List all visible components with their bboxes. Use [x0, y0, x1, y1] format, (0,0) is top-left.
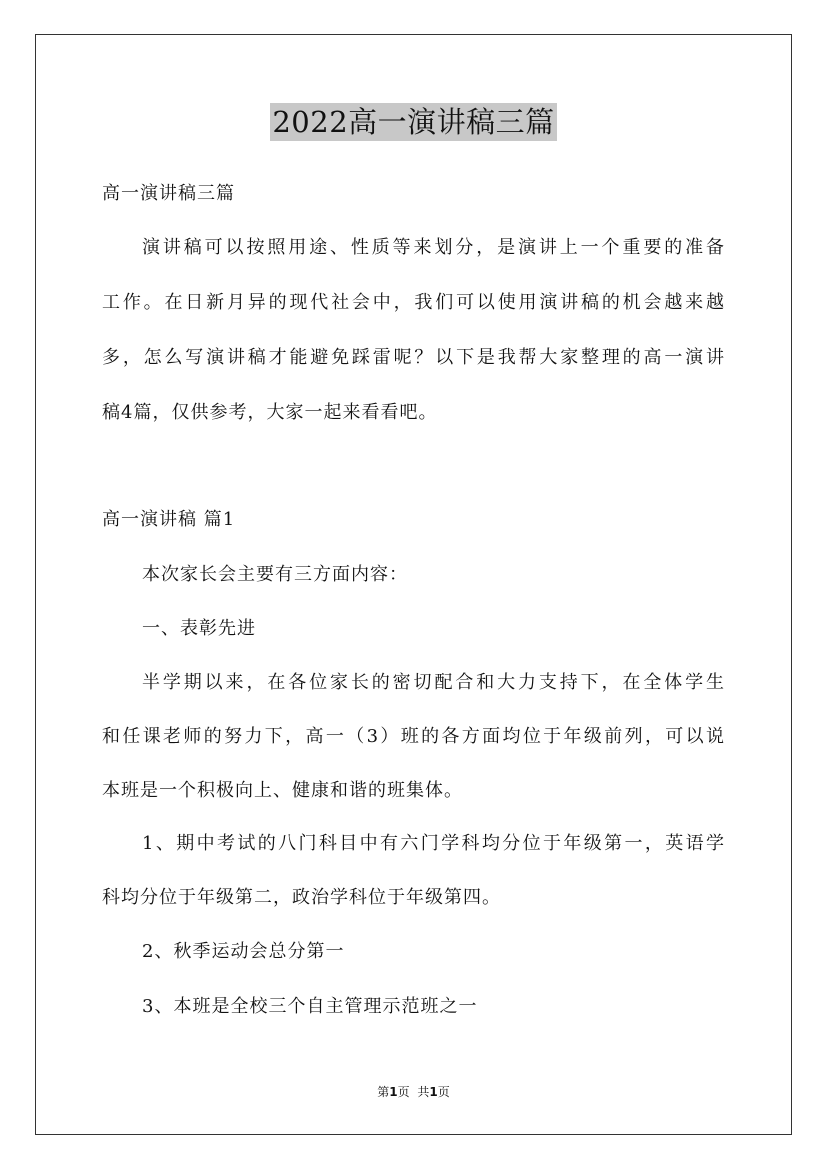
paragraph-line: 半学期以来，在各位家长的密切配合和大力支持下，在全体学生	[142, 672, 725, 693]
paragraph-line: 科均分位于年级第二，政治学科位于年级第四。	[102, 887, 501, 908]
paragraph-line: 本班是一个积极向上、健康和谐的班集体。	[102, 780, 463, 801]
total-pages: 1	[429, 1085, 438, 1099]
section-heading: 高一演讲稿三篇	[102, 183, 235, 204]
total-label-prefix: 共	[417, 1085, 430, 1099]
page-footer	[0, 1084, 827, 1100]
paragraph-line: 演讲稿可以按照用途、性质等来划分，是演讲上一个重要的准备	[142, 237, 725, 258]
paragraph-line: 2、秋季运动会总分第一	[142, 941, 345, 962]
paragraph-line: 稿4篇，仅供参考，大家一起来看看吧。	[102, 402, 438, 423]
page-number: 1	[389, 1085, 398, 1099]
paragraph-line: 本次家长会主要有三方面内容：	[142, 564, 408, 585]
page-label-suffix: 页	[397, 1085, 410, 1099]
title-container	[0, 103, 827, 141]
paragraph-line: 1、期中考试的八门科目中有六门学科均分位于年级第一，英语学	[142, 833, 725, 854]
paragraph-line: 一、表彰先进	[142, 618, 256, 639]
paragraph-line: 工作。在日新月异的现代社会中，我们可以使用演讲稿的机会越来越	[102, 292, 725, 313]
document-title: 2022高一演讲稿三篇	[272, 105, 555, 139]
paragraph-line: 3、本班是全校三个自主管理示范班之一	[142, 996, 478, 1017]
section-heading: 高一演讲稿 篇1	[102, 509, 236, 530]
total-label-suffix: 页	[437, 1085, 450, 1099]
page-label-prefix: 第	[377, 1085, 390, 1099]
paragraph-line: 多，怎么写演讲稿才能避免踩雷呢？以下是我帮大家整理的高一演讲	[102, 347, 725, 368]
paragraph-line: 和任课老师的努力下，高一（3）班的各方面均位于年级前列，可以说	[102, 726, 725, 747]
